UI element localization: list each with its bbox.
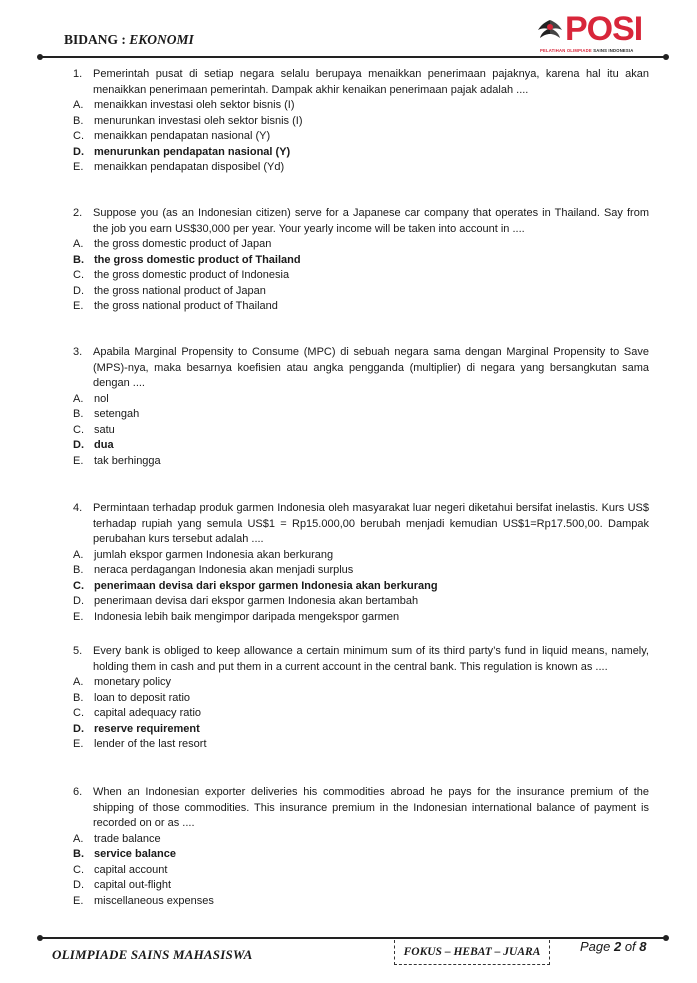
answer-option: D. capital out-flight	[73, 879, 172, 891]
header-divider	[40, 56, 666, 58]
question-item	[0, 206, 697, 315]
subject-prefix: BIDANG :	[64, 32, 130, 47]
footer-divider	[40, 937, 666, 939]
winged-emblem-icon	[536, 16, 564, 44]
answer-option: C. menaikkan pendapatan nasional (Y)	[73, 130, 271, 142]
answer-option-correct: D. dua	[73, 439, 114, 451]
logo-wordmark: POSI	[565, 10, 643, 48]
answer-option: A. nol	[73, 392, 109, 405]
answer-option: E. Indonesia lebih baik mengimpor daripada mengekspor garmen	[73, 610, 400, 623]
answer-option: E. the gross national product of Thailand	[73, 300, 278, 312]
question-text: When an Indonesian exporter deliveries his commodities abroad he pays for the insurance premium of the shipping of those commodities. This insurance premium in the Indonesian international balance of payment is recorded on or as ....	[93, 786, 649, 829]
question-item	[0, 67, 697, 176]
logo-subtitle: PELATIHAN OLIMPIADE SAINS INDONESIA	[540, 48, 634, 53]
answer-option-correct: D. menurunkan pendapatan nasional (Y)	[73, 145, 291, 158]
answer-option-correct: B. the gross domestic product of Thailand	[73, 253, 301, 266]
question-text: Suppose you (as an Indonesian citizen) serve for a Japanese car company that operates in Thailand. Say from the job you earn US$30,000 per year. Your yearly income will be taken into account in ....	[93, 207, 649, 235]
question-number: 2.	[73, 207, 83, 219]
footer-divider-dot-left	[37, 935, 43, 941]
answer-option: E. miscellaneous expenses	[73, 894, 214, 907]
answer-option: A. jumlah ekspor garmen Indonesia akan berkurang	[73, 548, 334, 561]
answer-option: A. trade balance	[73, 832, 161, 845]
question-item	[0, 501, 697, 625]
answer-option: D. the gross national product of Japan	[73, 284, 266, 297]
answer-option: B. setengah	[73, 408, 140, 420]
answer-option: C. capital account	[73, 863, 168, 876]
question-item	[0, 785, 697, 909]
header-divider-dot-left	[37, 54, 43, 60]
header-divider-dot-right	[663, 54, 669, 60]
question-text: Permintaan terhadap produk garmen Indonesia oleh masyarakat luar negeri diketahui bersifat inelastis. Kurs US$ terhadap rupiah yang semula US$1 = Rp15.000,00 berubah menjadi kemudian US$1=Rp17.500,00. Dampak perubahan kurs tersebut adalah ....	[93, 502, 649, 545]
answer-option: B. neraca perdagangan Indonesia akan menjadi surplus	[73, 564, 354, 576]
answer-option: C. satu	[73, 423, 115, 436]
footer-event-name: OLIMPIADE SAINS MAHASISWA	[52, 947, 253, 962]
answer-option: B. loan to deposit ratio	[73, 691, 191, 704]
question-item	[0, 345, 697, 469]
question-number: 4.	[73, 502, 83, 514]
page-number: Page 2 of 8	[580, 939, 647, 954]
answer-option: A. menaikkan investasi oleh sektor bisnis (I)	[73, 99, 295, 111]
footer-motto: FOKUS – HEBAT – JUARA	[394, 940, 550, 965]
answer-option: D. penerimaan devisa dari ekspor garmen Indonesia akan bertambah	[73, 595, 419, 607]
answer-option: E. tak berhingga	[73, 454, 161, 467]
footer-divider-dot-right	[663, 935, 669, 941]
question-text: Every bank is obliged to keep allowance a certain minimum sum of its third party’s fund in liquid means, namely, holding them in cash and put them in a current account in the central bank. This regulation is known as ....	[93, 645, 649, 673]
answer-option: C. capital adequacy ratio	[73, 707, 202, 719]
subject-header	[64, 32, 194, 48]
posi-logo	[536, 10, 660, 58]
answer-option: B. menurunkan investasi oleh sektor bisnis (I)	[73, 114, 303, 127]
subject-name: EKONOMI	[129, 32, 194, 47]
answer-option-correct: D. reserve requirement	[73, 722, 200, 735]
answer-option-correct: C. penerimaan devisa dari ekspor garmen Indonesia akan berkurang	[73, 579, 438, 592]
question-text: Apabila Marginal Propensity to Consume (MPC) di sebuah negara sama dengan Marginal Propensity to Save (MPS)-nya, maka besarnya koefisien atau angka pengganda (multiplier) di negara yang bersangkutan sama dengan ....	[93, 346, 649, 389]
question-number: 5.	[73, 645, 83, 657]
answer-option: E. menaikkan pendapatan disposibel (Yd)	[73, 161, 285, 173]
question-number: 1.	[73, 68, 83, 80]
question-number: 3.	[73, 346, 83, 358]
question-text: Pemerintah pusat di setiap negara selalu berupaya menaikkan penerimaan pajaknya, karena hal itu akan menaikkan penerimaan pemerintah. Dampak akhir kenaikan penerimaan pajak adalah ....	[93, 68, 649, 96]
answer-option-correct: B. service balance	[73, 848, 176, 860]
answer-option: A. the gross domestic product of Japan	[73, 238, 272, 250]
question-number: 6.	[73, 786, 83, 798]
answer-option: A. monetary policy	[73, 676, 172, 688]
question-item	[0, 644, 697, 753]
answer-option: C. the gross domestic product of Indonesia	[73, 269, 290, 281]
answer-option: E. lender of the last resort	[73, 738, 207, 750]
